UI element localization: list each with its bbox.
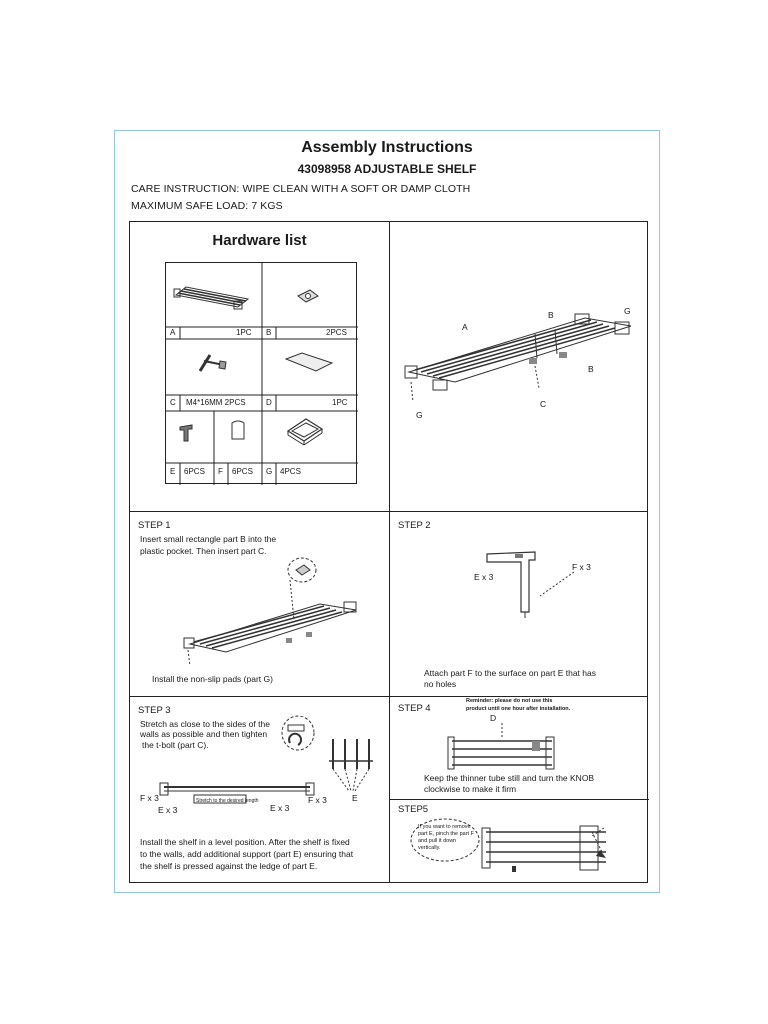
step3-e-count-right: E x 3 <box>270 803 290 813</box>
hardware-list-title: Hardware list <box>212 232 307 249</box>
step5-note-line2: part E, pinch the part F <box>418 831 474 837</box>
step5-shelf-illustration <box>482 822 617 878</box>
assembled-shelf-illustration <box>405 302 635 412</box>
step4-reminder-line2: product until one hour after installation. <box>466 706 571 712</box>
part-g-pad-illustration <box>284 415 326 447</box>
step2-bracket-illustration <box>485 550 545 620</box>
step3-text-line3: the t-bolt (part C). <box>142 740 209 750</box>
part-e-letter: E <box>170 467 176 476</box>
step5-panel <box>390 800 649 884</box>
overview-panel <box>390 222 649 511</box>
label-part-a: A <box>462 322 468 332</box>
part-d-letter: D <box>266 398 272 407</box>
step5-note-line3: and pull it down <box>418 838 457 844</box>
step4-text-line2: clockwise to make it firm <box>424 784 517 794</box>
part-a-letter: A <box>170 328 176 337</box>
step4-part-d-label: D <box>490 713 497 723</box>
step2-panel <box>390 512 649 696</box>
step3-panel <box>130 697 389 884</box>
step3-stretch-label: Stretch to the desired length <box>196 798 259 804</box>
part-d-qty: 1PC <box>332 398 348 407</box>
step3-bracket-cluster-illustration <box>325 737 379 801</box>
step1-text-line3: Install the non-slip pads (part G) <box>152 674 273 684</box>
label-part-g: G <box>624 306 631 316</box>
label-part-b: B <box>548 310 554 320</box>
step3-f-count-right: F x 3 <box>308 795 327 805</box>
step5-heading: STEP5 <box>398 804 429 815</box>
product-subtitle: 43098958 ADJUSTABLE SHELF <box>297 162 477 176</box>
step1-heading: STEP 1 <box>138 520 171 531</box>
part-a-shelf-illustration <box>174 273 254 313</box>
step5-note-line4: vertically. <box>418 845 441 851</box>
step2-text-line2: no holes <box>424 679 457 689</box>
step1-panel <box>130 512 389 696</box>
step4-text-line1: Keep the thinner tube still and turn the KNOB <box>424 773 595 783</box>
max-safe-load: MAXIMUM SAFE LOAD: 7 KGS <box>131 200 283 212</box>
step3-heading: STEP 3 <box>138 705 171 716</box>
step3-text-line6: the shelf is pressed against the ledge of part E. <box>140 861 318 871</box>
step4-panel <box>390 697 649 799</box>
step3-e-label: E <box>352 793 358 803</box>
step3-text-line4: Install the shelf in a level position. After the shelf is fixed <box>140 837 350 847</box>
part-g-letter: G <box>266 467 273 476</box>
instruction-grid <box>129 221 648 883</box>
document-title: Assembly Instructions <box>301 139 473 156</box>
part-c-qty: M4*16MM 2PCS <box>186 398 246 407</box>
step3-text-line2: walls as possible and then tighten <box>140 729 268 739</box>
step4-shelf-illustration <box>448 723 558 773</box>
part-f-letter: F <box>218 467 223 476</box>
part-d-pad-illustration <box>284 351 334 375</box>
step1-text-line2: plastic pocket. Then insert part C. <box>140 546 267 556</box>
label-part-b2: B <box>588 364 594 374</box>
part-a-qty: 1PC <box>236 328 252 337</box>
part-b-plate-illustration <box>296 288 320 306</box>
part-b-qty: 2PCS <box>326 328 347 337</box>
step3-e-count-left: E x 3 <box>158 805 178 815</box>
step2-leader-line <box>538 570 578 600</box>
step3-text-line5: to the walls, add additional support (part E) ensuring that <box>140 849 354 859</box>
step3-f-count-left: F x 3 <box>140 793 159 803</box>
part-e-bracket-illustration <box>178 423 198 443</box>
part-b-letter: B <box>266 328 272 337</box>
step2-f-count: F x 3 <box>572 562 591 572</box>
part-f-qty: 6PCS <box>232 467 253 476</box>
care-instruction: CARE INSTRUCTION: WIPE CLEAN WITH A SOFT OR DAMP CLOTH <box>131 183 471 195</box>
step2-heading: STEP 2 <box>398 520 431 531</box>
part-c-letter: C <box>170 398 176 407</box>
step3-knob-detail-illustration <box>280 713 320 753</box>
part-c-tbolt-illustration <box>194 349 228 375</box>
part-f-adhesive-illustration <box>230 419 246 441</box>
instruction-sheet <box>114 130 660 893</box>
label-part-c: C <box>540 399 547 409</box>
step1-shelf-illustration <box>170 552 380 672</box>
part-g-qty: 4PCS <box>280 467 301 476</box>
label-part-g2: G <box>416 410 423 420</box>
step4-reminder-line1: Reminder: please do not use this <box>466 698 553 704</box>
step3-text-line1: Stretch as close to the sides of the <box>140 719 270 729</box>
step2-e-count: E x 3 <box>474 572 494 582</box>
part-e-qty: 6PCS <box>184 467 205 476</box>
step4-heading: STEP 4 <box>398 703 431 714</box>
hardware-table <box>165 262 357 484</box>
hardware-list-panel <box>130 222 389 511</box>
step2-text-line1: Attach part F to the surface on part E that has <box>424 668 596 678</box>
step1-text-line1: Insert small rectangle part B into the <box>140 534 277 544</box>
step5-note-line1: If you want to remove <box>418 824 471 830</box>
